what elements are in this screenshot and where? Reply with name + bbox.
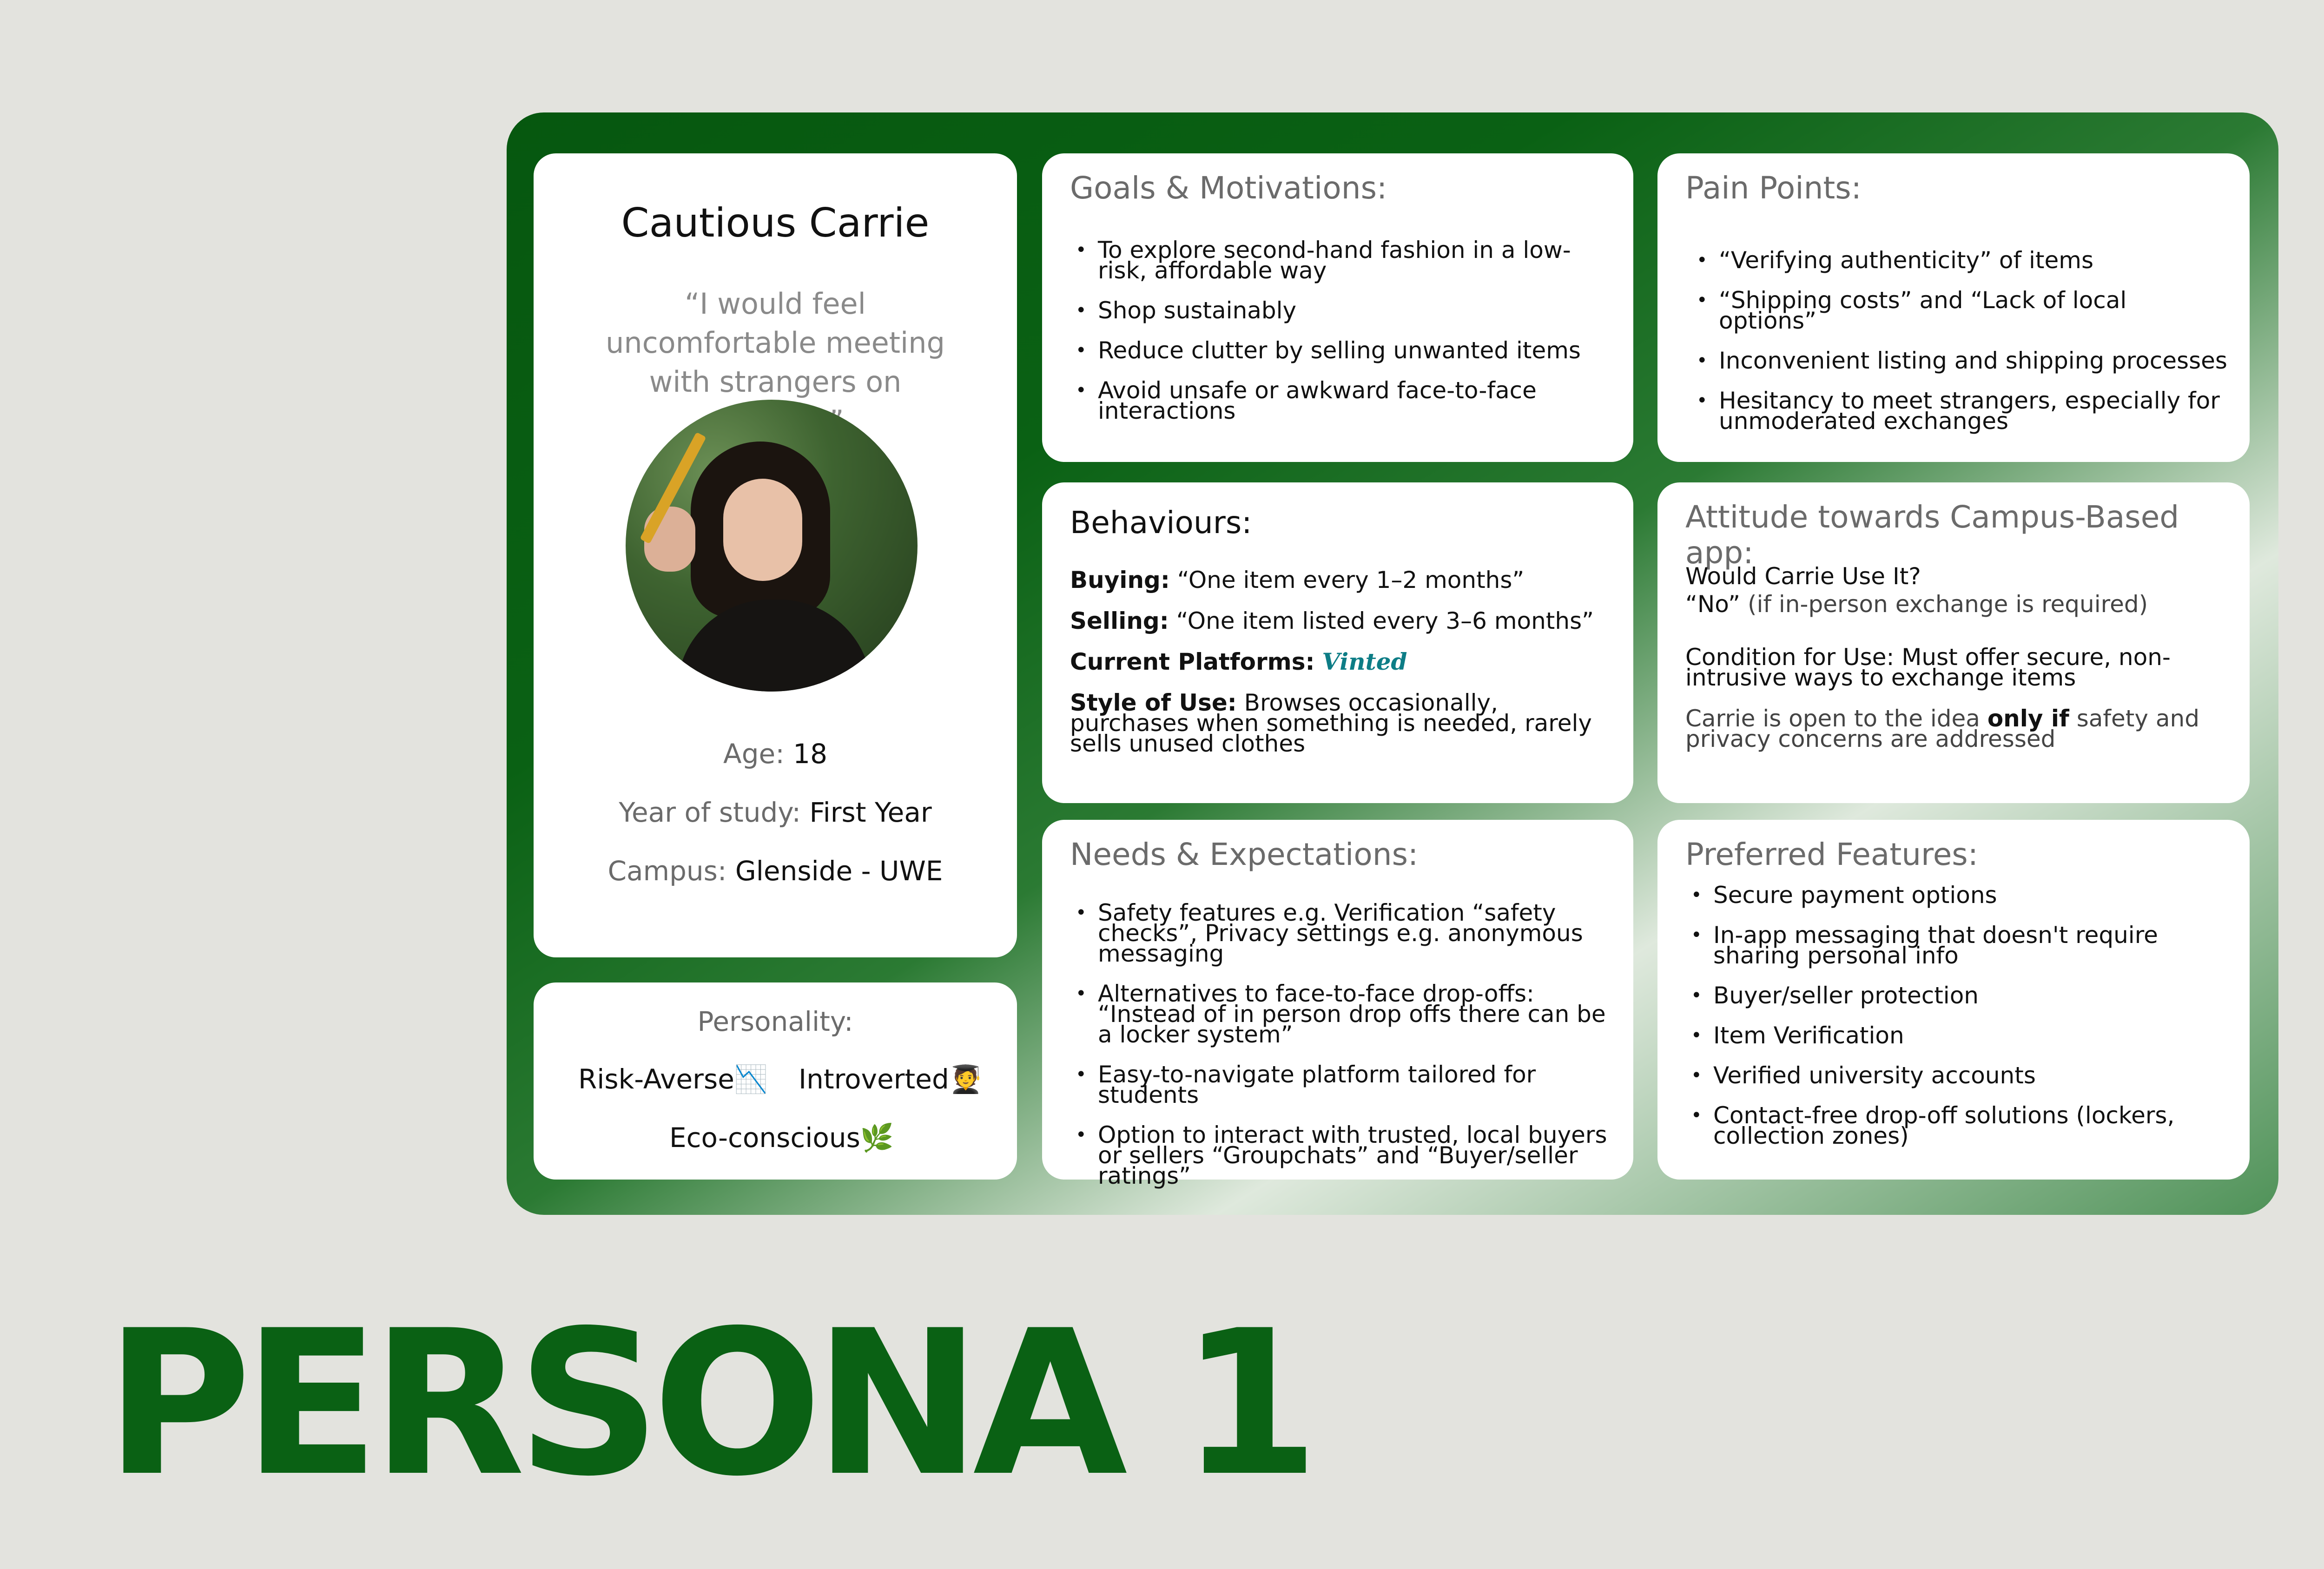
year-line [534,797,1017,828]
selling-label: Selling: [1070,607,1169,634]
list-item: • Alternatives to face-to-face drop-offs: “Instead of in person drop offs there can be a locker system” [1098,983,1615,1045]
selling-line [1070,607,1610,634]
buying-value: “One item every 1–2 months” [1177,567,1525,593]
list-item: • “Verifying authenticity” of items [1719,250,2231,270]
list-item: • Reduce clutter by selling unwanted items [1098,340,1615,361]
features-title: Preferred Features: [1685,837,1978,872]
features-list [1685,882,2231,1166]
list-item: • Option to interact with trusted, local buyers or sellers “Groupchats” and “Buyer/seller ratings” [1098,1125,1615,1186]
list-item: • Contact-free drop-off solutions (lockers, collection zones) [1713,1105,2231,1146]
style-label: Style of Use: [1070,689,1237,716]
list-item: • Safety features e.g. Verification “safety checks”, Privacy settings e.g. anonymous messaging [1098,903,1615,964]
attitude-title: Attitude towards Campus-Based app: [1685,499,2179,571]
attitude-open-suffix: safety and privacy concerns are addressed [1685,705,2199,752]
avatar-face [723,479,802,581]
year-value: First Year [809,797,932,828]
avatar-body [677,600,872,692]
needs-card [1042,820,1633,1189]
buying-label: Buying: [1070,567,1170,593]
platforms-line [1070,648,1610,675]
selling-value: “One item listed every 3–6 months” [1176,607,1594,634]
attitude-condition: Condition for Use: Must offer secure, non-intrusive ways to exchange items [1685,644,2171,691]
trait-risk-averse: Risk-Averse📉 [578,1063,768,1095]
pain-points-list [1691,247,2231,451]
persona-quote: “I would feel uncomfortable meeting with strangers on [606,287,945,399]
attitude-open-prefix: Carrie is open to the idea [1685,705,1980,732]
list-item: • Easy-to-navigate platform tailored for students [1098,1064,1615,1105]
slide-title: PERSONA 1 [105,1288,1311,1520]
persona-name: Cautious Carrie [621,200,930,246]
profile-card [534,153,1017,957]
list-item: • Hesitancy to meet strangers, especially for unmoderated exchanges [1719,390,2231,431]
list-item: • Item Verification [1713,1025,2231,1046]
goals-card [1042,153,1633,462]
platforms-label: Current Platforms: [1070,648,1315,675]
list-item: • Secure payment options [1713,885,2231,905]
goals-list [1070,237,1615,441]
list-item: • “Shipping costs” and “Lack of local options” [1719,290,2231,331]
needs-list [1070,899,1615,1206]
attitude-open-bold: only if [1987,705,2069,732]
age-value: 18 [793,738,827,770]
vinted-logo: Vinted [1322,648,1407,675]
features-card [1657,820,2250,1180]
needs-title: Needs & Expectations: [1070,837,1419,872]
list-item: • In-app messaging that doesn't require sharing personal info [1713,925,2231,966]
behaviours-title: Behaviours: [1070,505,1252,541]
style-value: Browses occasionally, purchases when something is needed, rarely sells unused clothes [1070,689,1592,757]
list-item: • To explore second-hand fashion in a low-risk, affordable way [1098,240,1615,281]
campus-label: Campus: [607,855,727,887]
goals-title: Goals & Motivations: [1070,170,1387,206]
attitude-question: Would Carrie Use It? [1685,563,1921,590]
attitude-answer-note: (if in-person exchange is required) [1747,591,2148,618]
attitude-card [1657,482,2250,803]
attitude-answer: “No” [1685,591,1741,618]
attitude-open-line [1685,705,2226,752]
year-label: Year of study: [619,797,801,828]
personality-card [534,982,1017,1180]
personality-title: Personality: [697,1006,853,1037]
trait-eco-conscious: Eco-conscious🌿 [669,1122,894,1154]
persona-panel [507,112,2278,1215]
list-item: • Inconvenient listing and shipping processes [1719,350,2231,371]
campus-line [534,855,1017,887]
attitude-answer-line [1685,591,2226,618]
age-line [534,738,1017,770]
avatar [626,400,918,692]
list-item: • Verified university accounts [1713,1065,2231,1086]
buying-line [1070,567,1610,593]
list-item: • Shop sustainably [1098,300,1615,321]
list-item: • Buyer/seller protection [1713,985,2231,1006]
pain-points-title: Pain Points: [1685,170,1862,206]
trait-introverted: Introverted🧑‍🎓 [799,1063,983,1095]
style-line [1070,689,1610,757]
pain-points-card [1657,153,2250,462]
campus-value: Glenside - UWE [735,855,943,887]
behaviours-card [1042,482,1633,803]
list-item: • Avoid unsafe or awkward face-to-face interactions [1098,380,1615,421]
age-label: Age: [723,738,785,770]
